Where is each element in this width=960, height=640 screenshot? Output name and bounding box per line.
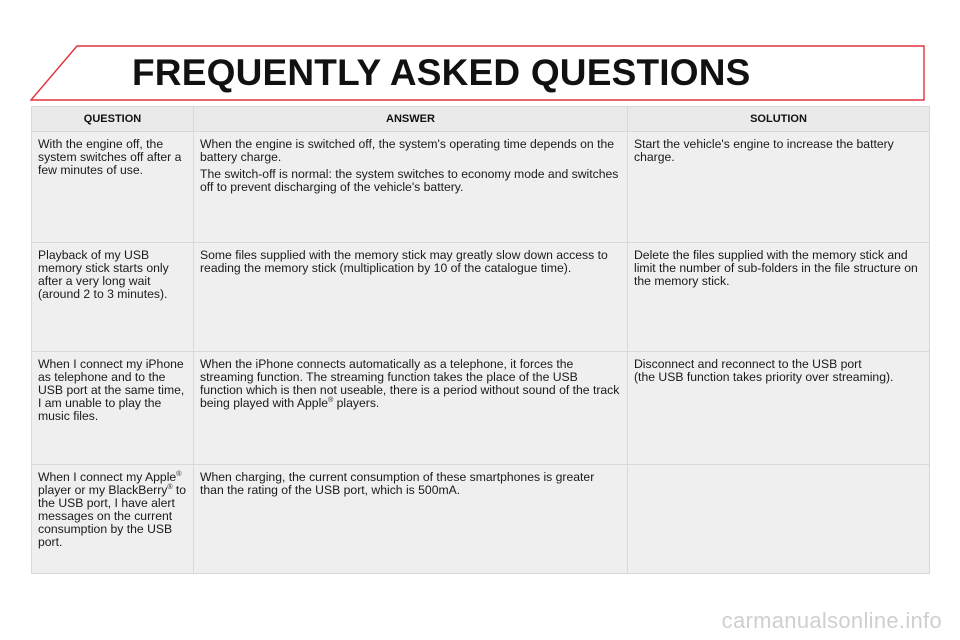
question-text-part: player or my BlackBerry	[38, 482, 168, 497]
column-header-solution: SOLUTION	[628, 107, 930, 132]
question-text	[38, 471, 187, 549]
question-text: When I connect my iPhone as telephone and to the USB port at the same time, I am unable to play the music files.	[38, 357, 185, 424]
question-text-part: When I connect my Apple	[38, 469, 177, 484]
solution-line: Disconnect and reconnect to the USB port	[634, 357, 862, 372]
table-row	[32, 352, 930, 464]
question-text: Playback of my USB memory stick starts only after a very long wait (around 2 to 3 minutes).	[38, 248, 169, 302]
answer-cell	[194, 464, 628, 573]
table-row	[32, 132, 930, 243]
page-title: FREQUENTLY ASKED QUESTIONS	[132, 52, 751, 93]
table-row	[32, 464, 930, 573]
table-row	[32, 243, 930, 352]
registered-mark: ®	[176, 470, 182, 478]
answer-cell	[194, 243, 628, 352]
answer-paragraph: When charging, the current consumption of these smartphones is greater than the rating of the USB port, which is 500mA.	[200, 469, 595, 497]
column-header-question: QUESTION	[32, 107, 194, 132]
watermark-text: carmanualsonline.info	[721, 608, 942, 633]
question-cell	[32, 464, 194, 573]
answer-text-main: When the iPhone connects automatically as a telephone, it forces the streaming function. The streaming function takes the place of the USB function which is then not useable, there is a period without sound of the track being played with Apple	[200, 357, 620, 411]
faq-table	[31, 106, 930, 574]
solution-line: (the USB function takes priority over streaming).	[634, 370, 894, 385]
answer-cell	[194, 352, 628, 464]
answer-paragraph	[200, 358, 621, 410]
question-cell	[32, 132, 194, 243]
solution-text: Delete the files supplied with the memory stick and limit the number of sub-folders in the file structure on the memory stick.	[634, 248, 918, 289]
answer-text-tail: players.	[333, 396, 380, 411]
solution-cell	[628, 352, 930, 464]
solution-text: Start the vehicle's engine to increase the battery charge.	[634, 137, 894, 164]
answer-paragraph: When the engine is switched off, the system's operating time depends on the battery charge.	[200, 137, 615, 164]
table-header-row	[32, 107, 930, 132]
answer-cell	[194, 132, 628, 243]
answer-paragraph: The switch-off is normal: the system switches to economy mode and switches off to prevent discharging of the vehicle's battery.	[200, 167, 619, 194]
registered-mark: ®	[167, 483, 173, 491]
solution-cell	[628, 132, 930, 243]
solution-cell	[628, 464, 930, 573]
question-cell	[32, 352, 194, 464]
question-text-part: to the USB port, I have alert messages on the current consumption by the USB port.	[38, 482, 187, 549]
question-text: With the engine off, the system switches off after a few minutes of use.	[38, 137, 182, 177]
registered-mark: ®	[328, 397, 334, 405]
solution-cell	[628, 243, 930, 352]
answer-paragraph: Some files supplied with the memory stick may greatly slow down access to reading the memory stick (multiplication by 10 of the catalogue time).	[200, 248, 608, 276]
question-cell	[32, 243, 194, 352]
column-header-answer: ANSWER	[194, 107, 628, 132]
